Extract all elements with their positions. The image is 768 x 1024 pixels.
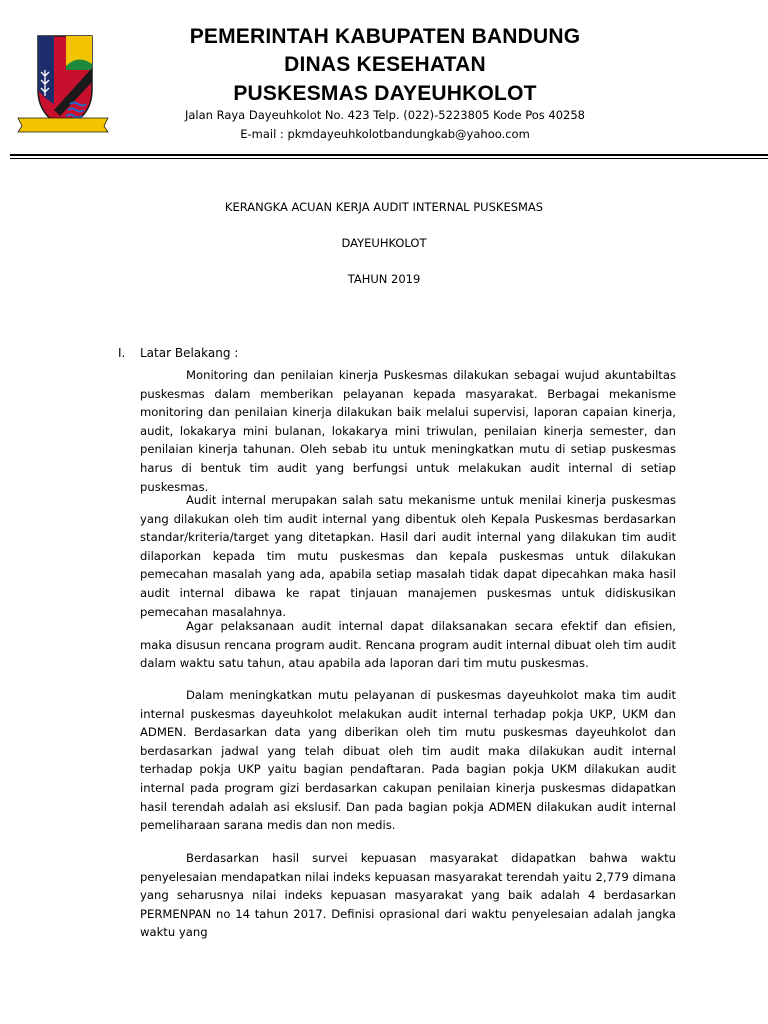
document-title: KERANGKA ACUAN KERJA AUDIT INTERNAL PUSKESMAS xyxy=(224,200,544,214)
letterhead-divider-thin xyxy=(10,158,768,159)
letterhead-line2: DINAS KESEHATAN xyxy=(284,53,486,76)
letterhead-address: Jalan Raya Dayeuhkolot No. 423 Telp. (022)-5223805 Kode Pos 40258 xyxy=(184,108,586,122)
letterhead-divider xyxy=(10,154,768,156)
document-year: TAHUN 2019 xyxy=(347,272,421,286)
letterhead-line3: PUSKESMAS DAYEUHKOLOT xyxy=(233,82,537,105)
letterhead-email: E-mail : pkmdayeuhkolotbandungkab@yahoo.com xyxy=(240,127,530,141)
section-title: Latar Belakang : xyxy=(140,346,239,360)
kabupaten-bandung-logo xyxy=(14,30,112,134)
letterhead-line1: PEMERINTAH KABUPATEN BANDUNG xyxy=(189,25,581,48)
paragraph-3: Agar pelaksanaan audit internal dapat dilaksanakan secara efektif dan efisien, maka disusun rencana program audit. Rencana program audit internal dibuat oleh tim audit dalam waktu satu tahun, atau apabila ada laporan dari tim mutu puskesmas. xyxy=(140,619,676,671)
section-number: I. xyxy=(118,346,126,360)
paragraph-5: Berdasarkan hasil survei kepuasan masyarakat didapatkan bahwa waktu penyelesaian mendapatkan nilai indeks kepuasan masyarakat terendah yaitu 2,779 dimana yang seharusnya nilai indeks kepuasan masyarakat yang baik adalah 4 berdasarkan PERMENPAN no 14 tahun 2017. Definisi oprasional dari waktu penyelesaian adalah jangka waktu yang xyxy=(140,851,676,940)
paragraph-1: Monitoring dan penilaian kinerja Puskesmas dilakukan sebagai wujud akuntabiltas puskesmas dalam memberikan pelayanan kepada masyarakat. Berbagai mekanisme monitoring dan penilaian kinerja dilakukan baik melalui supervisi, laporan capaian kinerja, audit, lokakarya mini bulanan, lokakarya mini triwulan, penilaian kinerja semester, dan penilaian kinerja tahunan. Oleh sebab itu untuk meningkatkan mutu di setiap puskesmas harus di bentuk tim audit yang berfungsi untuk melakukan audit internal di setiap puskesmas. xyxy=(140,368,676,494)
paragraph-4: Dalam meningkatkan mutu pelayanan di puskesmas dayeuhkolot maka tim audit internal puskesmas dayeuhkolot melakukan audit internal terhadap pokja UKP, UKM dan ADMEN. Berdasarkan data yang diberikan oleh tim mutu puskesmas dayeuhkolot dan berdasarkan jadwal yang telah dibuat oleh tim audit maka dilakukan audit internal terhadap pokja UKP yaitu bagian pendaftaran. Pada bagian pokja UKM dilakukan audit internal pada program gizi berdasarkan cakupan penilaian kinerja puskesmas didapatkan hasil terendah adalah asi ekslusif. Dan pada bagian pokja ADMEN dilakukan audit internal pemeliharaan sarana medis dan non medis. xyxy=(140,688,676,833)
paragraph-2: Audit internal merupakan salah satu mekanisme untuk menilai kinerja puskesmas yang dilakukan oleh tim audit internal yang dibentuk oleh Kepala Puskesmas berdasarkan standar/kriteria/target yang ditetapkan. Hasil dari audit internal yang dilakukan tim audit dilaporkan kepada tim mutu puskesmas dan kepala puskesmas untuk dilakukan pemecahan masalah yang ada, apabila setiap masalah tidak dapat dipecahkan maka hasil audit internal dibawa ke rapat tinjauan manajemen puskesmas untuk didiskusikan pemecahan masalahnya. xyxy=(140,493,676,619)
document-location: DAYEUHKOLOT xyxy=(341,236,427,250)
